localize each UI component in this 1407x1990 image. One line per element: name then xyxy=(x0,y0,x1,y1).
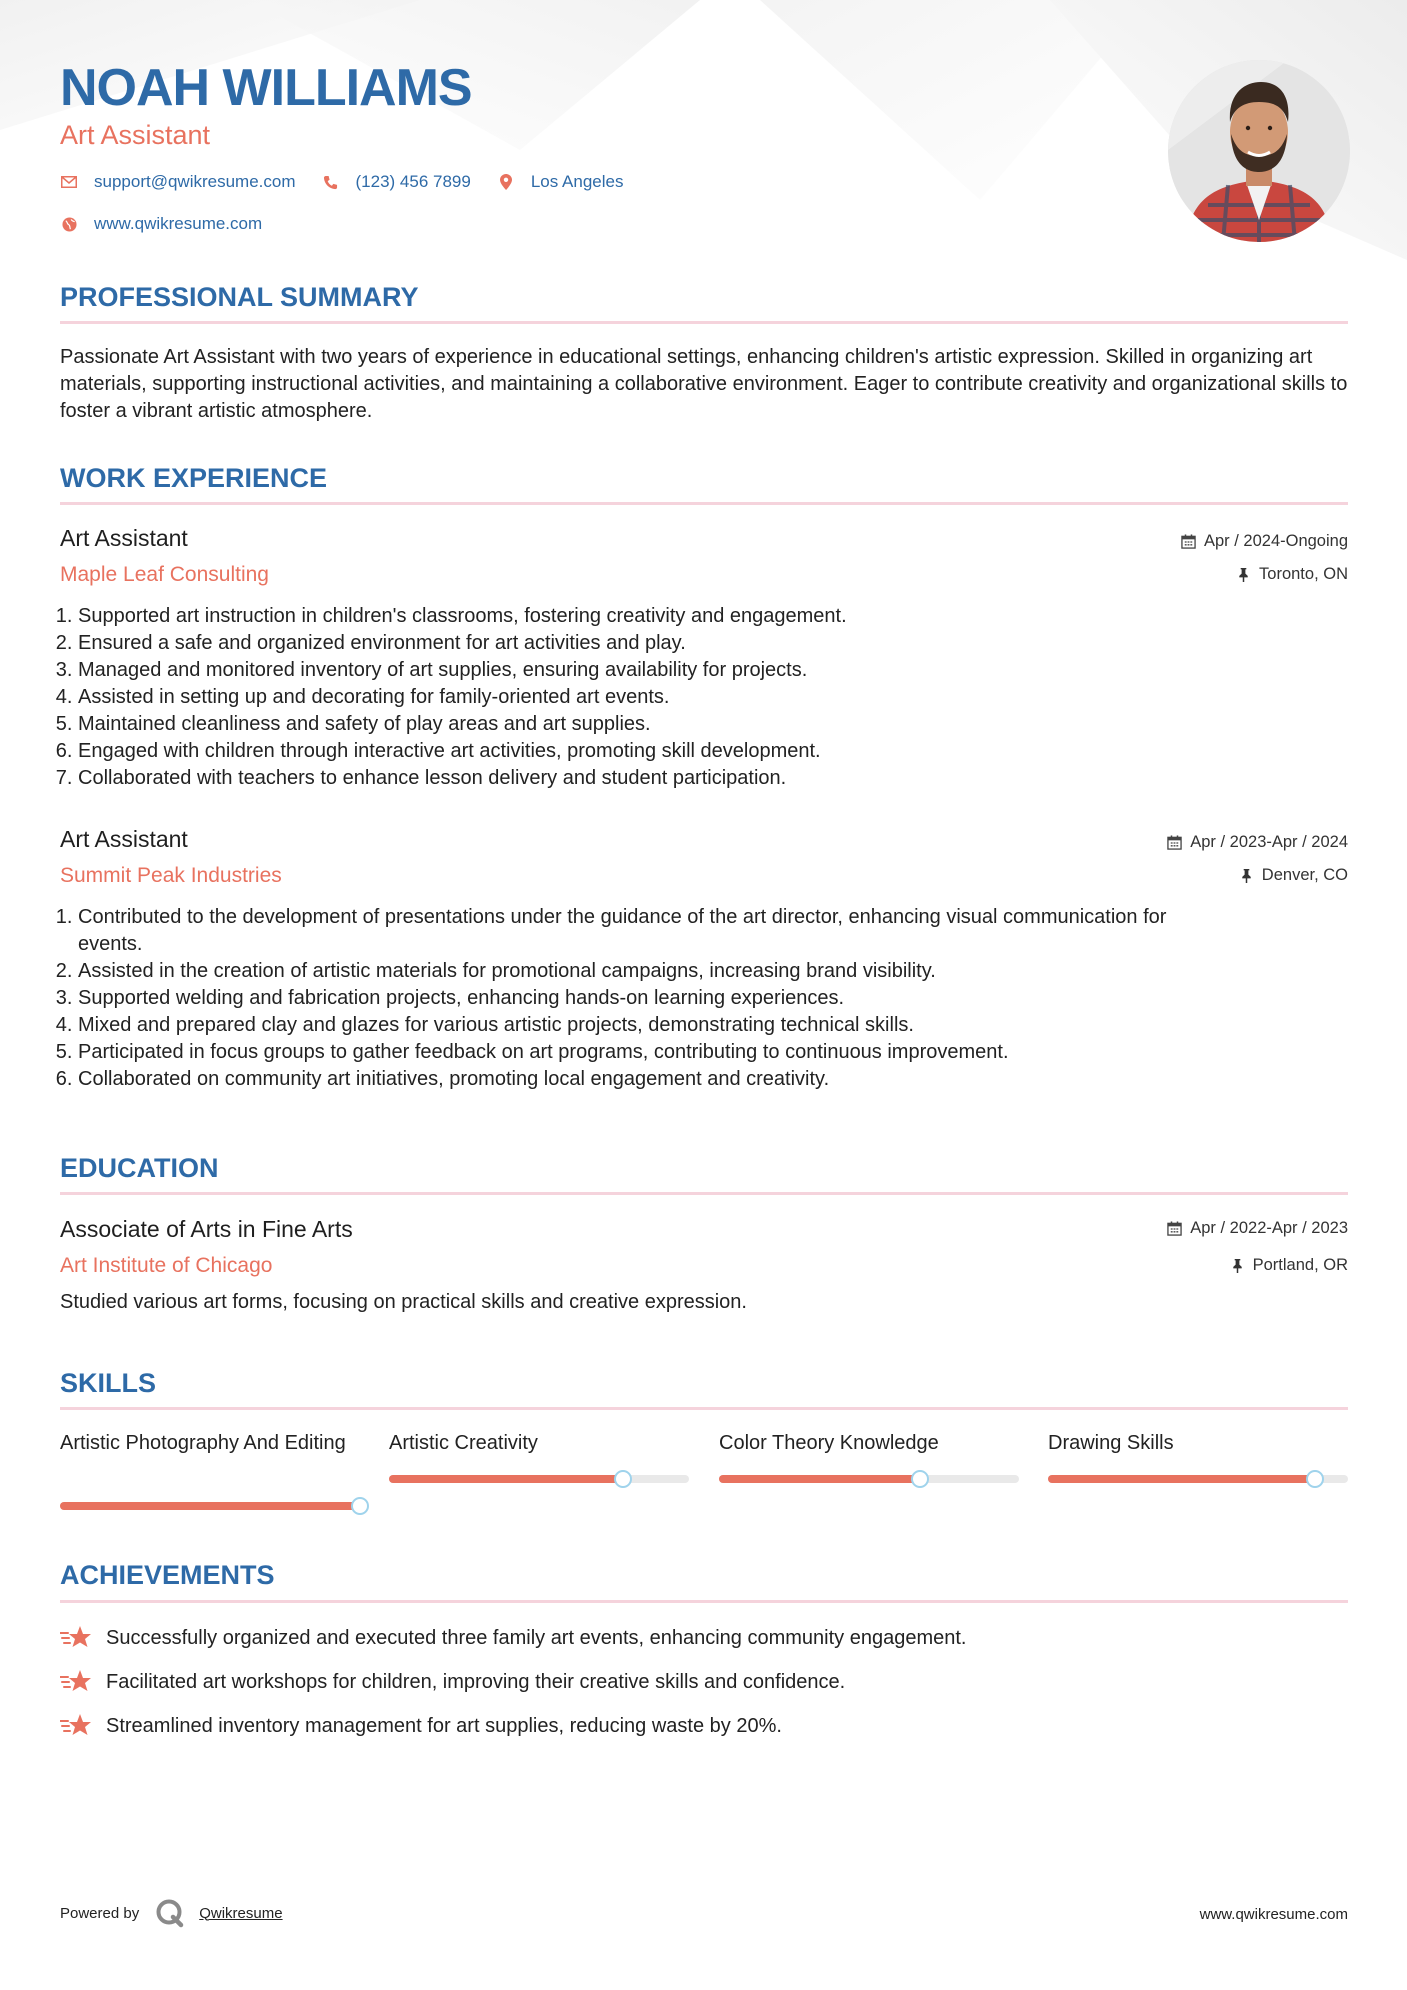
job-bullets xyxy=(60,603,1318,792)
location-item xyxy=(497,172,624,192)
location-text: Los Angeles xyxy=(530,172,624,191)
skill-bar-knob xyxy=(614,1470,632,1488)
skill-bar xyxy=(1048,1475,1348,1483)
achievement-text: Streamlined inventory management for art supplies, reducing waste by 20%. xyxy=(106,1714,782,1737)
skill-name: Artistic Photography And Editing xyxy=(60,1432,346,1454)
skill-name: Artistic Creativity xyxy=(389,1432,538,1454)
skill-item xyxy=(1048,1430,1348,1457)
star-trophy-icon xyxy=(60,1624,92,1652)
achievements-heading: ACHIEVEMENTS xyxy=(60,1560,275,1590)
profile-photo xyxy=(1168,60,1350,242)
star-trophy-icon xyxy=(60,1668,92,1696)
skill-item xyxy=(389,1430,689,1457)
pushpin-icon xyxy=(1239,868,1254,883)
list-item: 6. Collaborated on community art initiatives, promoting local engagement and creativity. xyxy=(78,1066,1228,1093)
phone-icon xyxy=(322,173,340,191)
skill-item xyxy=(60,1430,360,1457)
skill-bar-fill xyxy=(60,1502,360,1510)
experience-divider xyxy=(60,502,1348,505)
achievement-text: Successfully organized and executed three family art events, enhancing community engagement. xyxy=(106,1626,967,1649)
candidate-role: Art Assistant xyxy=(60,120,211,150)
envelope-icon xyxy=(60,173,78,191)
achievement-item xyxy=(60,1624,967,1652)
footer-url[interactable]: www.qwikresume.com xyxy=(1199,1906,1348,1923)
school-name: Art Institute of Chicago xyxy=(60,1254,273,1277)
skill-name: Drawing Skills xyxy=(1048,1432,1174,1454)
education-heading: EDUCATION xyxy=(60,1153,219,1183)
summary-divider xyxy=(60,321,1348,324)
candidate-name: NOAH WILLIAMS xyxy=(60,59,472,117)
map-pin-icon xyxy=(497,173,515,191)
experience-heading: WORK EXPERIENCE xyxy=(60,463,328,493)
skills-heading: SKILLS xyxy=(60,1368,157,1398)
achievements-divider xyxy=(60,1600,1348,1603)
job-company: Summit Peak Industries xyxy=(60,864,282,887)
job-bullets xyxy=(60,904,1228,1093)
skill-name: Color Theory Knowledge xyxy=(719,1432,939,1454)
list-item: 4. Assisted in setting up and decorating for family-oriented art events. xyxy=(78,684,1318,711)
globe-icon xyxy=(60,215,78,233)
calendar-icon xyxy=(1167,835,1182,850)
education-location-text: Portland, OR xyxy=(1252,1256,1348,1274)
skills-divider xyxy=(60,1407,1348,1410)
skill-bar xyxy=(60,1502,360,1510)
email-text[interactable]: support@qwikresume.com xyxy=(94,172,296,191)
skill-bar-knob xyxy=(911,1470,929,1488)
job-dates-text: Apr / 2024-Ongoing xyxy=(1203,532,1348,550)
job-location xyxy=(1239,866,1348,885)
website-item[interactable] xyxy=(60,214,262,234)
skill-bar xyxy=(719,1475,1019,1483)
list-item: 3. Managed and monitored inventory of art supplies, ensuring availability for projects. xyxy=(78,657,1318,684)
skill-bar-knob xyxy=(351,1497,369,1515)
pushpin-icon xyxy=(1236,567,1251,582)
website-text[interactable]: www.qwikresume.com xyxy=(94,214,263,233)
achievement-item xyxy=(60,1668,845,1696)
skill-item xyxy=(719,1430,1019,1457)
education-description: Studied various art forms, focusing on practical skills and creative expression. xyxy=(60,1291,747,1313)
degree-title: Associate of Arts in Fine Arts xyxy=(60,1216,353,1242)
calendar-icon xyxy=(1167,1221,1182,1236)
skill-bar-fill xyxy=(1048,1475,1315,1483)
job-dates xyxy=(1167,833,1348,852)
list-item: 7. Collaborated with teachers to enhance lesson delivery and student participation. xyxy=(78,765,1318,792)
list-item: 5. Participated in focus groups to gather feedback on art programs, contributing to continuous improvement. xyxy=(78,1039,1228,1066)
powered-by-label: Powered by xyxy=(60,1904,140,1922)
list-item: 1. Supported art instruction in children's classrooms, fostering creativity and engagement. xyxy=(78,603,1318,630)
skill-bar xyxy=(389,1475,689,1483)
calendar-icon xyxy=(1181,534,1196,549)
job-title: Art Assistant xyxy=(60,525,188,551)
summary-heading: PROFESSIONAL SUMMARY xyxy=(60,282,419,312)
education-dates xyxy=(1167,1219,1348,1238)
list-item: 6. Engaged with children through interactive art activities, promoting skill development. xyxy=(78,738,1318,765)
education-divider xyxy=(60,1192,1348,1195)
star-trophy-icon xyxy=(60,1712,92,1740)
education-dates-text: Apr / 2022-Apr / 2023 xyxy=(1190,1219,1348,1237)
phone-item[interactable] xyxy=(322,172,471,192)
qwikresume-logo-icon xyxy=(155,1898,185,1928)
job-dates xyxy=(1181,532,1348,551)
job-location-text: Toronto, ON xyxy=(1259,565,1348,583)
skill-bar-fill xyxy=(719,1475,920,1483)
achievement-text: Facilitated art workshops for children, improving their creative skills and confidence. xyxy=(106,1670,846,1693)
job-dates-text: Apr / 2023-Apr / 2024 xyxy=(1190,833,1348,851)
list-item: 3. Supported welding and fabrication projects, enhancing hands-on learning experiences. xyxy=(78,985,1228,1012)
contact-row xyxy=(60,172,649,192)
phone-text[interactable]: (123) 456 7899 xyxy=(355,172,471,191)
education-location xyxy=(1230,1256,1348,1275)
pushpin-icon xyxy=(1230,1258,1245,1273)
job-location xyxy=(1236,565,1348,584)
list-item: 2. Ensured a safe and organized environment for art activities and play. xyxy=(78,630,1318,657)
brand-link[interactable]: Qwikresume xyxy=(199,1904,283,1922)
skill-bar-knob xyxy=(1306,1470,1324,1488)
job-title: Art Assistant xyxy=(60,826,188,852)
skill-bar-fill xyxy=(389,1475,623,1483)
job-location-text: Denver, CO xyxy=(1261,866,1348,884)
list-item: 1. Contributed to the development of presentations under the guidance of the art director, enhancing visual communication for events. xyxy=(78,904,1228,958)
summary-text: Passionate Art Assistant with two years of experience in educational settings, enhancing children's artistic expression. Skilled in organizing art materials, supporting instructional activities, and maintaining a collaborative environment. Eager to contribute creativity and organizational skills to foster a vibrant artistic atmosphere. xyxy=(60,346,1348,422)
footer-powered-by xyxy=(60,1898,283,1928)
email-item[interactable] xyxy=(60,172,296,192)
job-company: Maple Leaf Consulting xyxy=(60,563,269,586)
achievement-item xyxy=(60,1712,782,1740)
list-item: 5. Maintained cleanliness and safety of play areas and art supplies. xyxy=(78,711,1318,738)
list-item: 2. Assisted in the creation of artistic materials for promotional campaigns, increasing brand visibility. xyxy=(78,958,1228,985)
list-item: 4. Mixed and prepared clay and glazes for various artistic projects, demonstrating technical skills. xyxy=(78,1012,1228,1039)
website-row xyxy=(60,214,288,234)
